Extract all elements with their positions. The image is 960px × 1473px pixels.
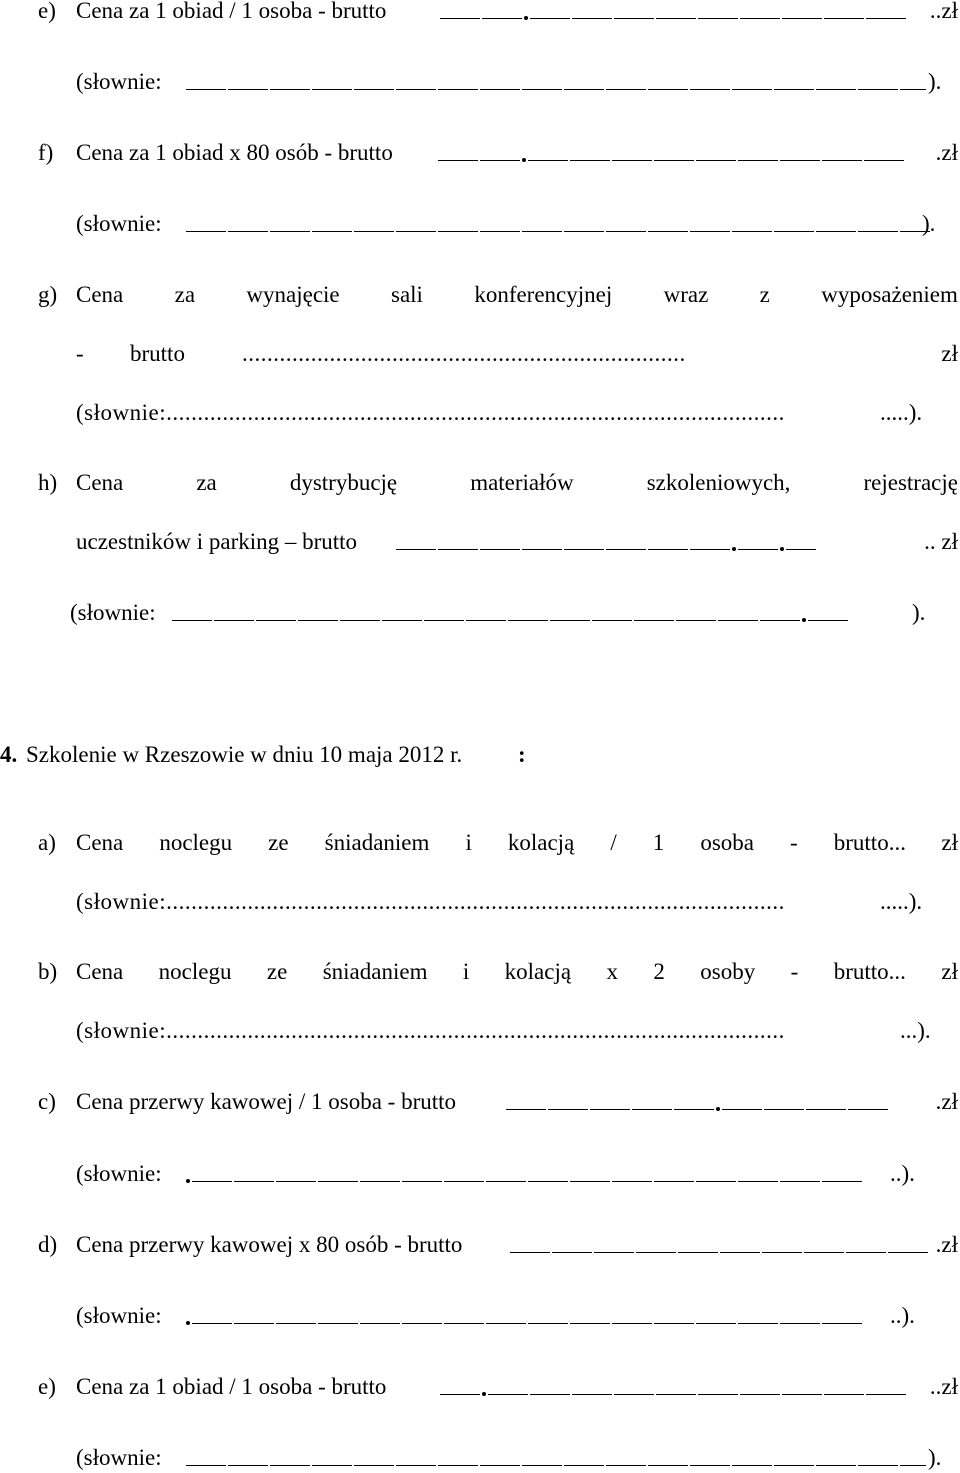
item-c-price: c) Cena przerwy kawowej / 1 osoba - brutto .zł bbox=[38, 1089, 958, 1114]
item-a-price: a) Cena noclegu ze śniadaniem i kolacją / 1 osoba - brutto... zł bbox=[38, 830, 958, 855]
currency-unit: ..zł bbox=[929, 0, 958, 23]
item-c-words: (słownie: ..). bbox=[76, 1161, 915, 1186]
item-b-price: b) Cena noclegu ze śniadaniem i kolacją x 2 osoby - brutto... zł bbox=[38, 959, 958, 984]
item-text: Cena za 1 obiad / 1 osoba - brutto bbox=[76, 0, 387, 23]
item-marker: e) bbox=[38, 0, 56, 23]
item-f-words: (słownie: ). bbox=[0, 209, 960, 239]
item-d-words: (słownie: ..). bbox=[76, 1303, 915, 1328]
item-e-bottom-price: e) Cena za 1 obiad / 1 osoba - brutto ..zł bbox=[38, 1374, 958, 1399]
item-h-price: uczestników i parking – brutto .. zł bbox=[76, 529, 958, 554]
item-h-words: (słownie: ). bbox=[70, 600, 926, 625]
item-g-price: - brutto ....................................................................... zł bbox=[76, 341, 958, 366]
item-h-title: h) Cena za dystrybucję materiałów szkoleniowych, rejestrację bbox=[38, 470, 958, 495]
item-e-top-words: (słownie: ). bbox=[76, 69, 942, 94]
item-g-title: g) Cena za wynajęcie sali konferencyjnej wraz z wyposażeniem bbox=[38, 282, 958, 307]
item-f-price: f) Cena za 1 obiad x 80 osób - brutto .zł bbox=[38, 140, 958, 165]
item-b-words: (słownie:................................................................................................... ...). bbox=[76, 1018, 931, 1043]
item-e-bottom-words: (słownie: ). bbox=[76, 1445, 942, 1470]
item-a-words: (słownie:................................................................................................... .....). bbox=[76, 889, 923, 914]
section-heading: 4. Szkolenie w Rzeszowie w dniu 10 maja 2012 r. : bbox=[0, 742, 526, 767]
item-g-words: (słownie:................................................................................................... .....). bbox=[76, 400, 923, 425]
item-d-price: d) Cena przerwy kawowej x 80 osób - brutto .zł bbox=[38, 1232, 958, 1257]
item-e-top-price bbox=[0, 0, 960, 26]
